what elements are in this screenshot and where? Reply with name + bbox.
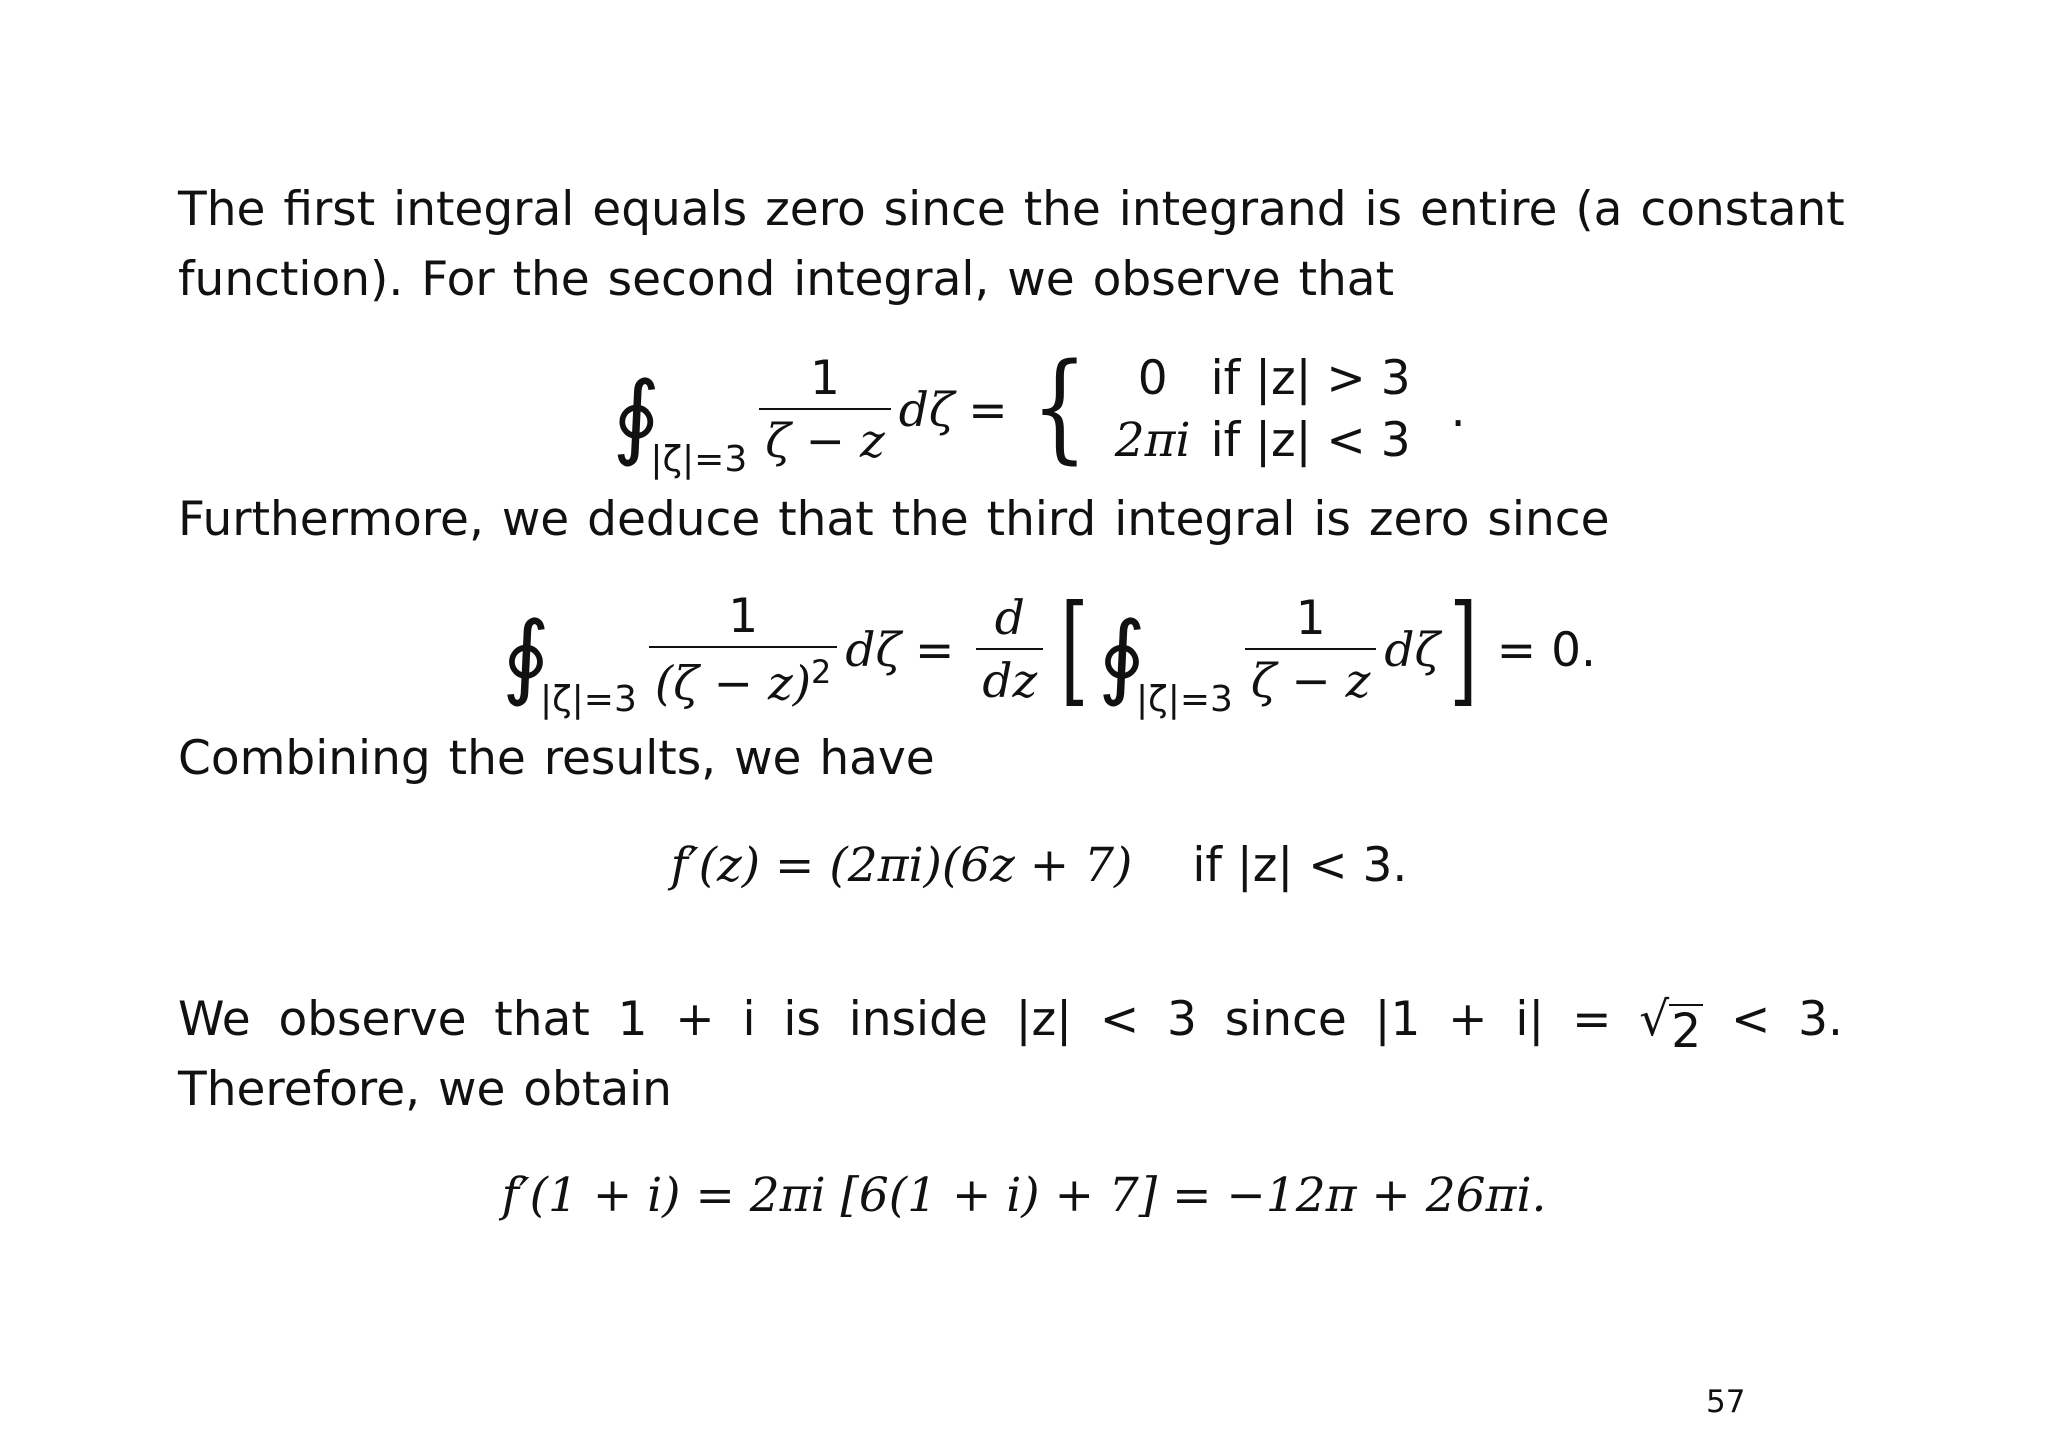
equation-lhs: f′(z) = (2πi)(6z + 7): [670, 837, 1133, 893]
integral-contour-label: |ζ|=3: [650, 439, 748, 480]
case-row: [1105, 348, 1421, 410]
fraction-numerator: 1: [810, 351, 840, 406]
text-line: Furthermore, we deduce that the third integral is zero since: [178, 492, 1610, 547]
equation-final-result: [0, 1160, 2048, 1230]
equation-derivative-integral: ∮ |ζ|=3 $\frac{1}{(\zeta - z)^2}$ dζ = $\frac{d}{dz}$ [ ∮ |ζ|=3 $\frac{1}{\zeta - z}$ dζ ] = 0.: [502, 580, 1596, 720]
contour-integral-sign: ∮ |ζ|=3: [1098, 602, 1233, 720]
paragraph-observe: [178, 985, 1843, 1125]
fraction-denominator: ζ − z: [1245, 648, 1377, 705]
sqrt-argument: 2: [1671, 1004, 1702, 1059]
paragraph-intro: [178, 175, 1843, 315]
case-row: [1105, 410, 1421, 472]
text-line: function). For the second integral, we observe that: [178, 252, 1395, 307]
paragraph-combining: [178, 724, 1843, 794]
derivative-numerator: d: [994, 591, 1025, 646]
differential: dζ: [898, 382, 955, 438]
paragraph-third-integral: [178, 485, 1843, 555]
equation-result: = 0.: [1496, 622, 1596, 678]
fraction-numerator: 1: [1295, 591, 1326, 646]
case-value: 2πi: [1114, 413, 1191, 468]
equation-condition: if |z| < 3.: [1192, 837, 1408, 893]
denominator-base: (ζ − z): [654, 656, 812, 712]
derivative-operator: [976, 591, 1043, 709]
fraction-denominator: ζ − z: [759, 408, 891, 465]
derivative-denominator: dz: [976, 648, 1043, 705]
case-value: 0: [1137, 351, 1168, 406]
text-line: Therefore, we obtain: [178, 1062, 672, 1117]
text-segment: < 3.: [1703, 992, 1843, 1047]
piecewise-cases: { 0 if |z| > 3 2πi if |z| < 3: [1022, 348, 1421, 472]
integral-contour-label: |ζ|=3: [1135, 679, 1233, 720]
contour-integral-sign: ∮ |ζ|=3: [502, 602, 637, 720]
square-root: √ 2: [1639, 992, 1702, 1059]
page-number: 57: [1706, 1384, 1746, 1420]
fraction: [1245, 591, 1377, 709]
contour-integral-sign: ∮ |ζ|=3: [612, 362, 748, 480]
equation-derivative-result: [0, 830, 2048, 900]
equation-contour-integral-cases: ∮ |ζ|=3 $\frac{1}{\zeta - z}$ dζ = { 0 if |z| > 3 2πi if |z| < 3 .: [612, 337, 1466, 480]
text-segment: We observe that 1 + i is inside |z| < 3 since |1 + i| =: [178, 992, 1640, 1047]
differential: dζ: [845, 622, 901, 678]
integral-contour-label: |ζ|=3: [539, 679, 637, 720]
text-line: The first integral equals zero since the integrand is entire (a constant: [178, 182, 1845, 237]
end-punctuation: .: [1450, 382, 1466, 438]
case-condition: if |z| > 3: [1210, 351, 1411, 406]
denominator-power: 2: [811, 652, 832, 691]
equation-text: f′(1 + i) = 2πi [6(1 + i) + 7] = −12π + 26πi.: [501, 1167, 1547, 1223]
fraction-denominator: [649, 646, 838, 712]
fraction: [649, 588, 838, 712]
text-line: [178, 985, 1843, 1059]
case-condition: if |z| < 3: [1210, 413, 1411, 468]
fraction-numerator: 1: [728, 588, 759, 644]
differential: dζ: [1384, 622, 1440, 678]
fraction: [759, 351, 891, 469]
text-line: Combining the results, we have: [178, 731, 935, 786]
